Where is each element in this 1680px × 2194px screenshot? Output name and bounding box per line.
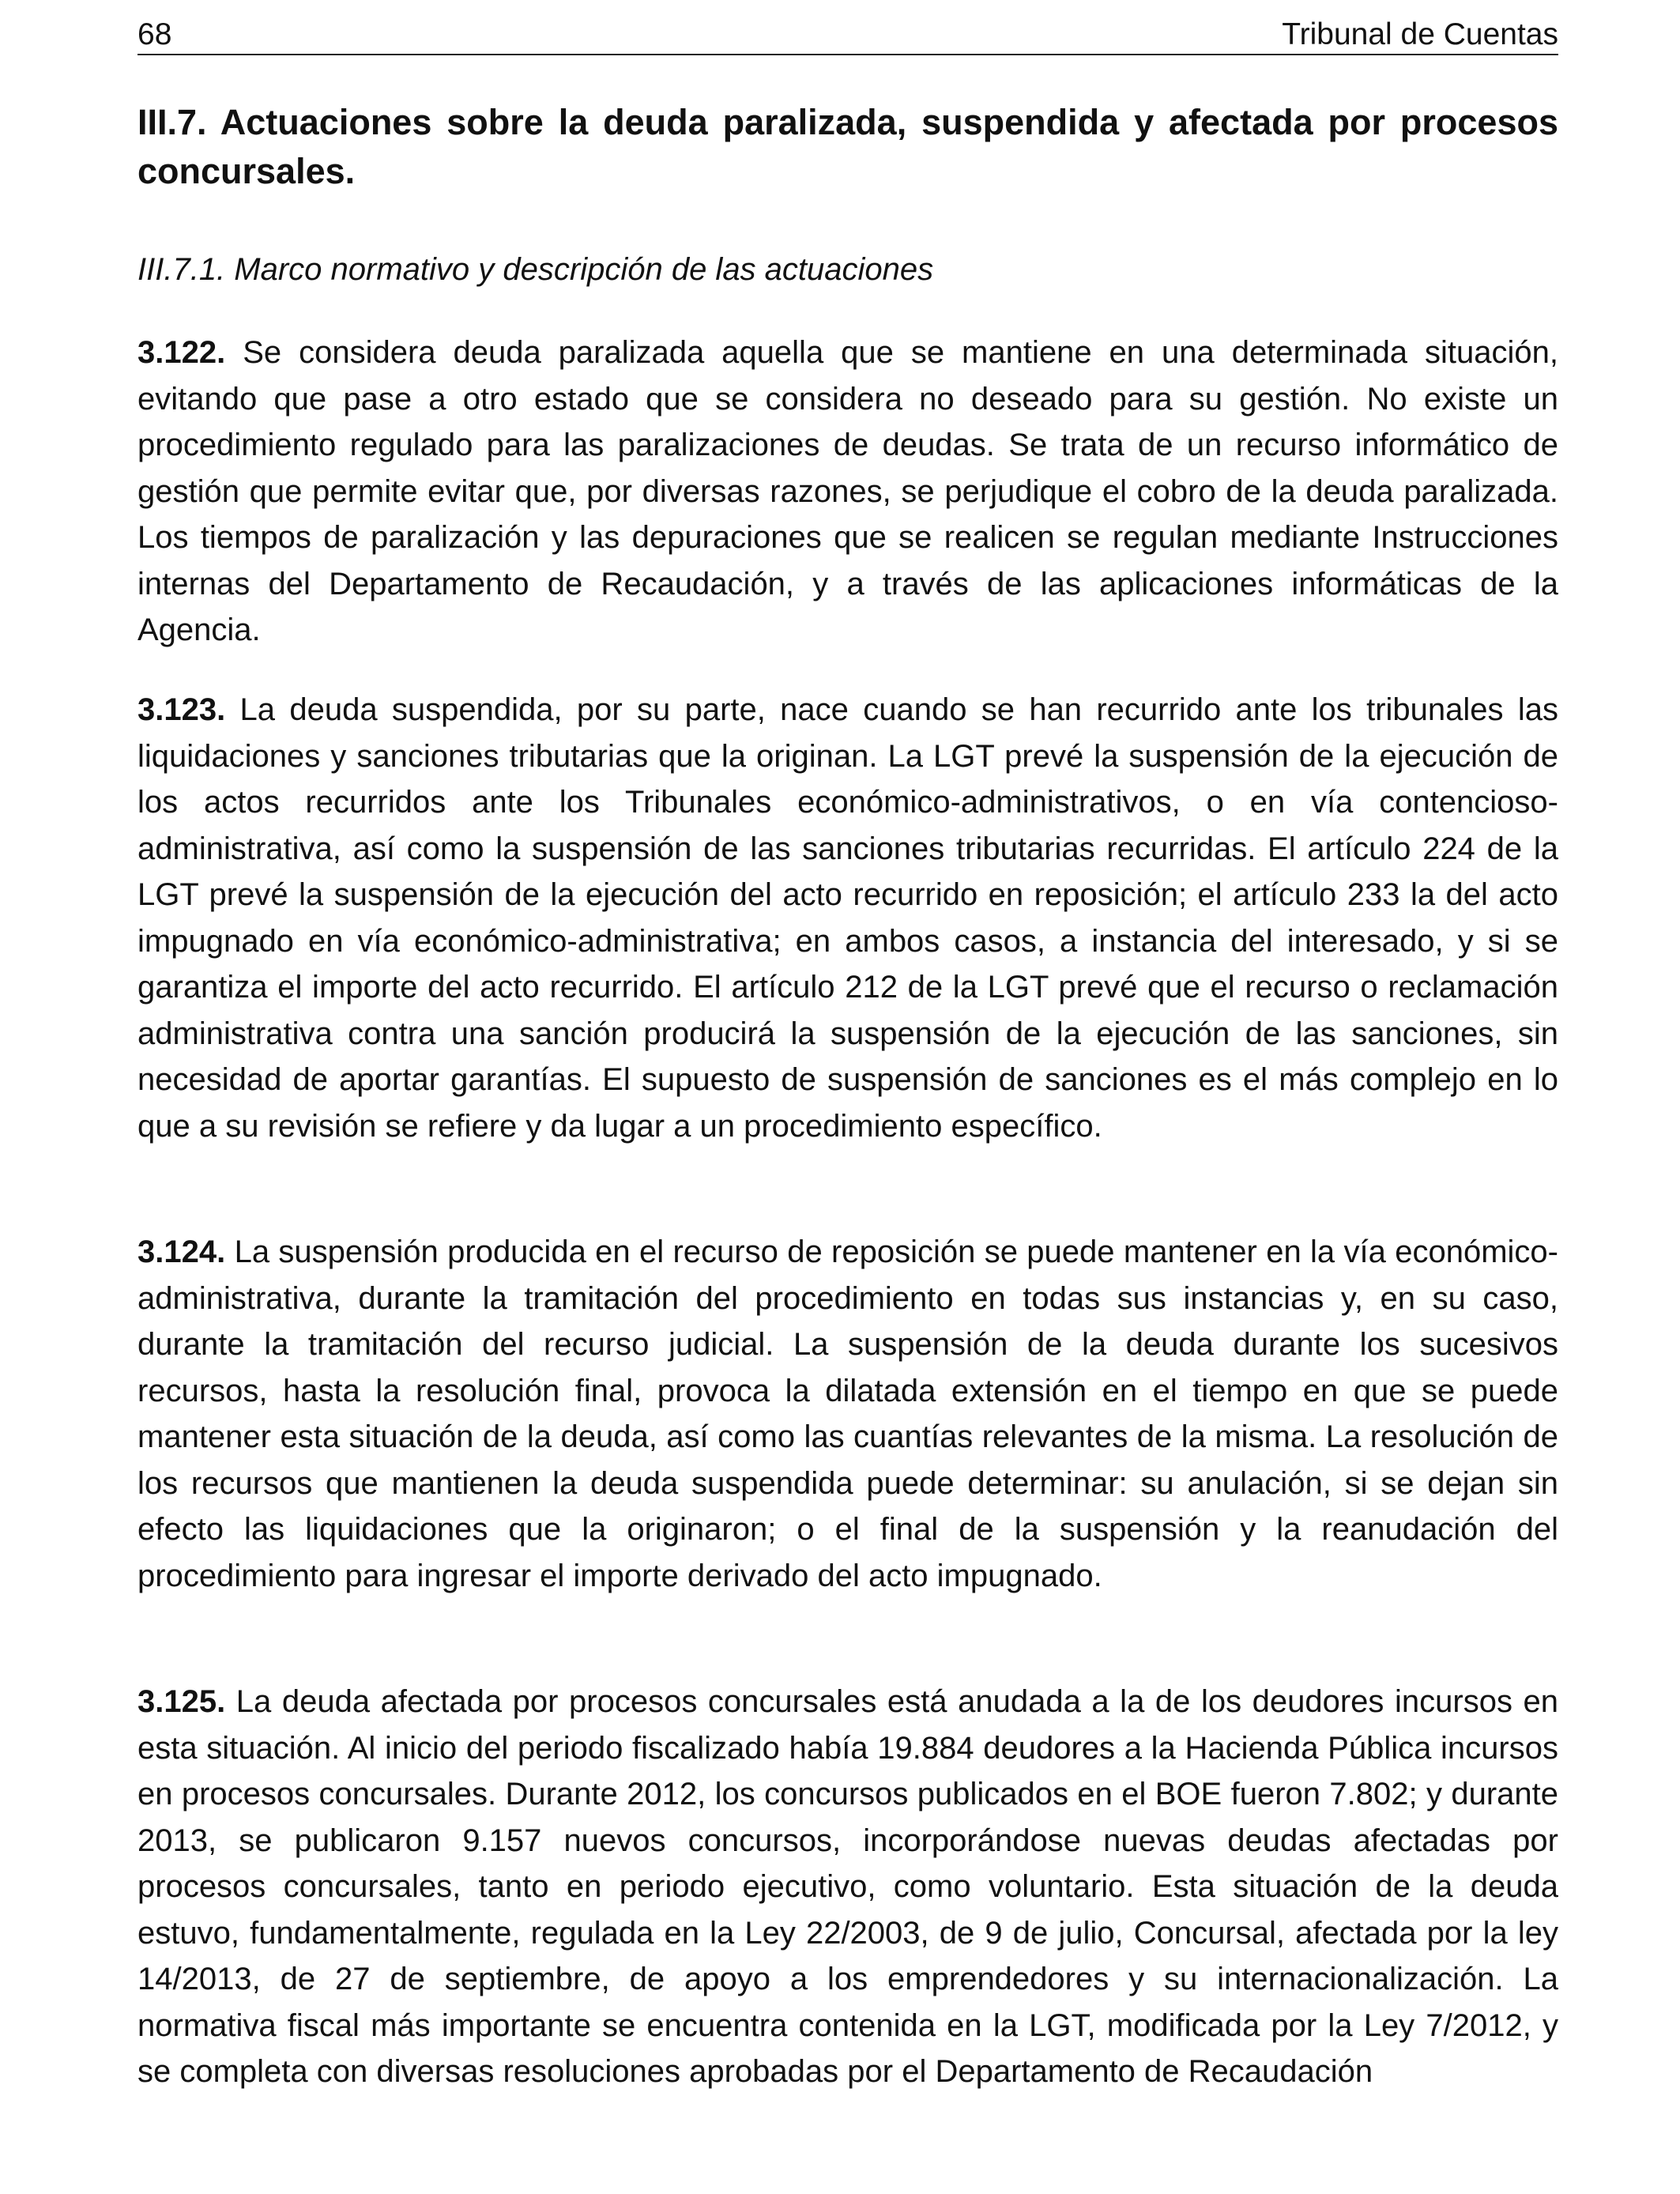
paragraph-text: La deuda afectada por procesos concursales está anudada a la de los deudores incursos en esta situación. Al inicio del periodo fiscalizado había 19.884 deudores a la Hacienda Pública incursos en procesos concursales. Durante 2012, los concursos publicados en el BOE fueron 7.802; y durante 2013, se publicaron 9.157 nuevos concursos, incorporándose nuevas deudas afectadas por procesos concursales, tanto en periodo ejecutivo, como voluntario. Esta situación de la deuda estuvo, fundamentalmente, regulada en la Ley 22/2003, de 9 de julio, Concursal, afectada por la ley 14/2013, de 27 de septiembre, de apoyo a los emprendedores y su internacionalización. La normativa fiscal más importante se encuentra contenida en la LGT, modificada por la Ley 7/2012, y se completa con diversas resoluciones aprobadas por el Departamento de Recaudación [137, 1684, 1558, 2089]
paragraph-3-125 [137, 1679, 1558, 2095]
paragraph-text: La suspensión producida en el recurso de reposición se puede mantener en la vía económico-administrativa, durante la tramitación del procedimiento en todas sus instancias y, en su caso, durante la tramitación del recurso judicial. La suspensión de la deuda durante los sucesivos recursos, hasta la resolución final, provoca la dilatada extensión en el tiempo en que se puede mantener esta situación de la deuda, así como las cuantías relevantes de la misma. La resolución de los recursos que mantienen la deuda suspendida puede determinar: su anulación, si se dejan sin efecto las liquidaciones que la originaron; o el final de la suspensión y la reanudación del procedimiento para ingresar el importe derivado del acto impugnado. [137, 1235, 1558, 1593]
paragraph-number: 3.124. [137, 1235, 226, 1269]
subsection-title: III.7.1. Marco normativo y descripción de las actuaciones [137, 252, 934, 287]
paragraph-number: 3.125. [137, 1684, 226, 1719]
paragraph-3-123 [137, 687, 1558, 1149]
section-title: III.7. Actuaciones sobre la deuda paralizada, suspendida y afectada por procesos concursales. [137, 102, 1558, 191]
running-header [137, 16, 1558, 55]
running-title: Tribunal de Cuentas [1282, 17, 1558, 51]
paragraph-3-122 [137, 330, 1558, 654]
paragraph-number: 3.123. [137, 692, 226, 727]
paragraph-text: Se considera deuda paralizada aquella que se mantiene en una determinada situación, evitando que pase a otro estado que se considera no deseado para su gestión. No existe un procedimiento regulado para las paralizaciones de deudas. Se trata de un recurso informático de gestión que permite evitar que, por diversas razones, se perjudique el cobro de la deuda paralizada. Los tiempos de paralización y las depuraciones que se realicen se regulan mediante Instrucciones internas del Departamento de Recaudación, y a través de las aplicaciones informáticas de la Agencia. [137, 335, 1558, 647]
paragraph-text: La deuda suspendida, por su parte, nace cuando se han recurrido ante los tribunales las liquidaciones y sanciones tributarias que la originan. La LGT prevé la suspensión de la ejecución de los actos recurridos ante los Tribunales económico-administrativos, o en vía contencioso-administrativa, así como la suspensión de las sanciones tributarias recurridas. El artículo 224 de la LGT prevé la suspensión de la ejecución del acto recurrido en reposición; el artículo 233 la del acto impugnado en vía económico-administrativa; en ambos casos, a instancia del interesado, y si se garantiza el importe del acto recurrido. El artículo 212 de la LGT prevé que el recurso o reclamación administrativa contra una sanción producirá la suspensión de la ejecución de las sanciones, sin necesidad de aportar garantías. El supuesto de suspensión de sanciones es el más complejo en lo que a su revisión se refiere y da lugar a un procedimiento específico. [137, 692, 1558, 1144]
document-page [137, 0, 1558, 2194]
page-number: 68 [137, 17, 172, 51]
paragraph-3-124 [137, 1229, 1558, 1599]
paragraph-number: 3.122. [137, 335, 226, 370]
